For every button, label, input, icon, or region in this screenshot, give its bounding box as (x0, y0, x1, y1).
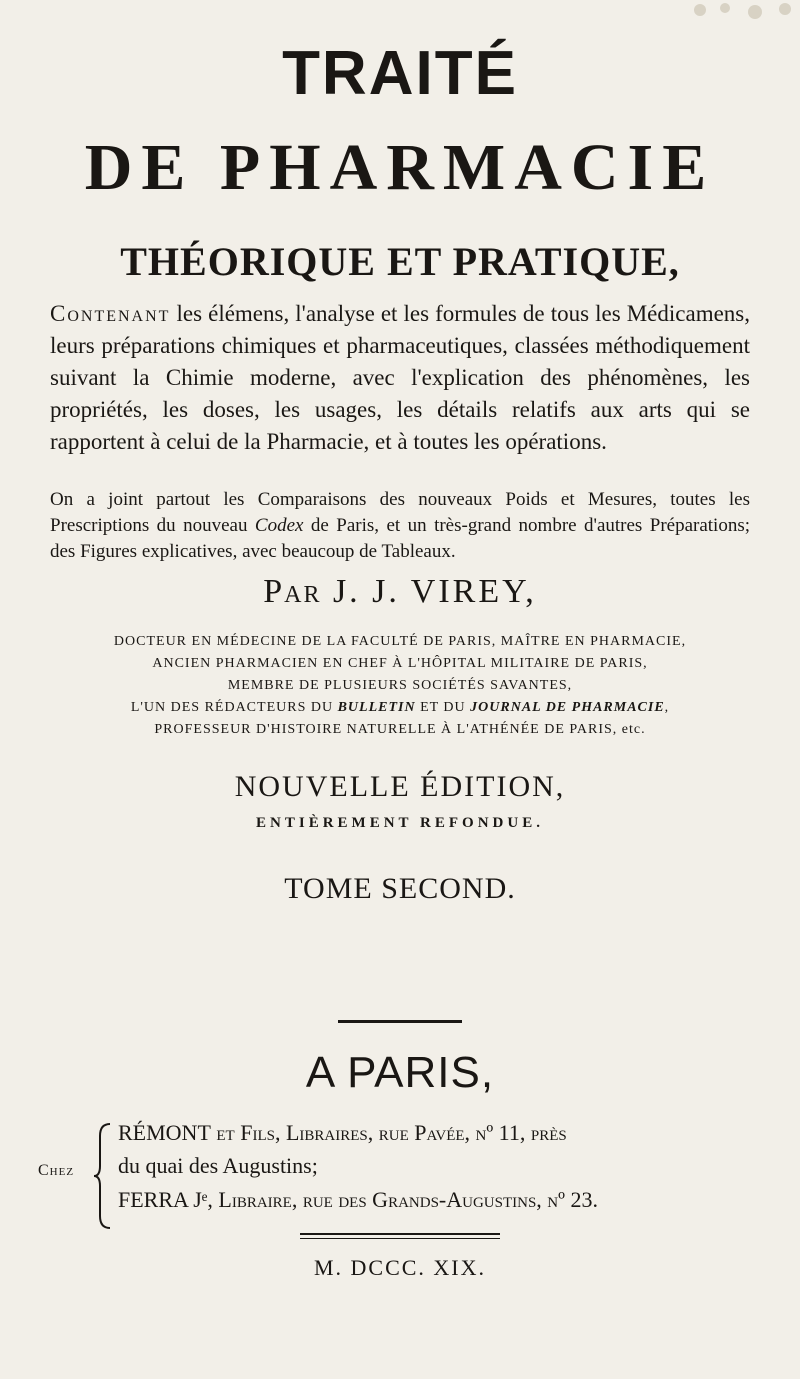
publisher-2-rest: , Libraire, rue des Grands-Augustins, nº 23. (207, 1187, 598, 1212)
imprint-city: A PARIS, (305, 1048, 495, 1097)
credential-bulletin: BULLETIN (337, 700, 416, 715)
credential-line-4 (40, 700, 760, 716)
imprint-chez: Chez (38, 1162, 75, 1179)
ink-stain-decoration (680, 0, 800, 28)
publisher-1-rest: et Fils, Libraires, rue Pavée, nº 11, près (210, 1120, 567, 1145)
date-rule-bottom (300, 1238, 500, 1239)
addendum-before: On a joint partout les Comparaisons des nouveaux Poids et Mesures, toutes les Prescriptions du nouveau (50, 489, 750, 536)
credential-line-4-e: , (664, 700, 670, 715)
title-line-1: TRAITÉ (282, 39, 518, 108)
author-line (0, 573, 800, 611)
publisher-2-name: FERRA Jᵉ (118, 1187, 208, 1212)
credential-journal: JOURNAL DE PHARMACIE (470, 700, 665, 715)
edition-subtitle: ENTIÈREMENT REFONDUE. (256, 815, 544, 831)
publisher-2-line (118, 1187, 598, 1213)
publisher-1-name: RÉMONT (118, 1120, 211, 1145)
volume-label: TOME SECOND. (284, 872, 516, 905)
date-rule-top (300, 1233, 500, 1235)
author-name: J. J. VIREY, (332, 573, 537, 610)
brace-decoration (92, 1122, 114, 1230)
publisher-1-cont: du quai des Augustins; (118, 1153, 318, 1178)
author-par: Par (263, 573, 322, 610)
title-line-3: THÉORIQUE ET PRATIQUE, (120, 239, 680, 284)
addendum-codex: Codex (254, 515, 304, 536)
credential-line-1: DOCTEUR EN MÉDECINE DE LA FACULTÉ DE PARIS, MAÎTRE EN PHARMACIE, (113, 634, 687, 649)
credential-line-2: ANCIEN PHARMACIEN EN CHEF À L'HÔPITAL MILITAIRE DE PARIS, (152, 656, 648, 671)
edition-title: NOUVELLE ÉDITION, (234, 770, 566, 803)
publication-date: M. DCCC. XIX. (313, 1255, 487, 1280)
title-line-2: DE PHARMACIE (84, 131, 716, 204)
description-paragraph (50, 298, 750, 458)
addendum-after: de Paris, et un très-grand nombre d'autres Préparations; des Figures explicatives, avec beaucoup de Tableaux. (50, 515, 751, 562)
credential-line-4-c: ET DU (415, 700, 471, 715)
description-text: les élémens, l'analyse et les formules de tous les Médicamens, leurs préparations chimiques et pharmaceutiques, classées méthodiquement suivant la Chimie moderne, avec l'explication des phénomènes, les propriétés, les doses, les usages, les détails relatifs aux arts qui se rapportent à celui de la Pharmacie, et à toutes les opérations. (50, 301, 750, 454)
divider-rule (338, 1020, 462, 1023)
credential-line-3: MEMBRE DE PLUSIEURS SOCIÉTÉS SAVANTES, (227, 678, 573, 693)
credential-line-5: PROFESSEUR D'HISTOIRE NATURELLE À L'ATHÉNÉE DE PARIS, etc. (154, 722, 646, 737)
description-lead: Contenant (50, 301, 171, 326)
addendum-paragraph (50, 487, 750, 565)
credential-line-4-a: L'UN DES RÉDACTEURS DU (130, 700, 338, 715)
publisher-1-line (118, 1120, 567, 1146)
